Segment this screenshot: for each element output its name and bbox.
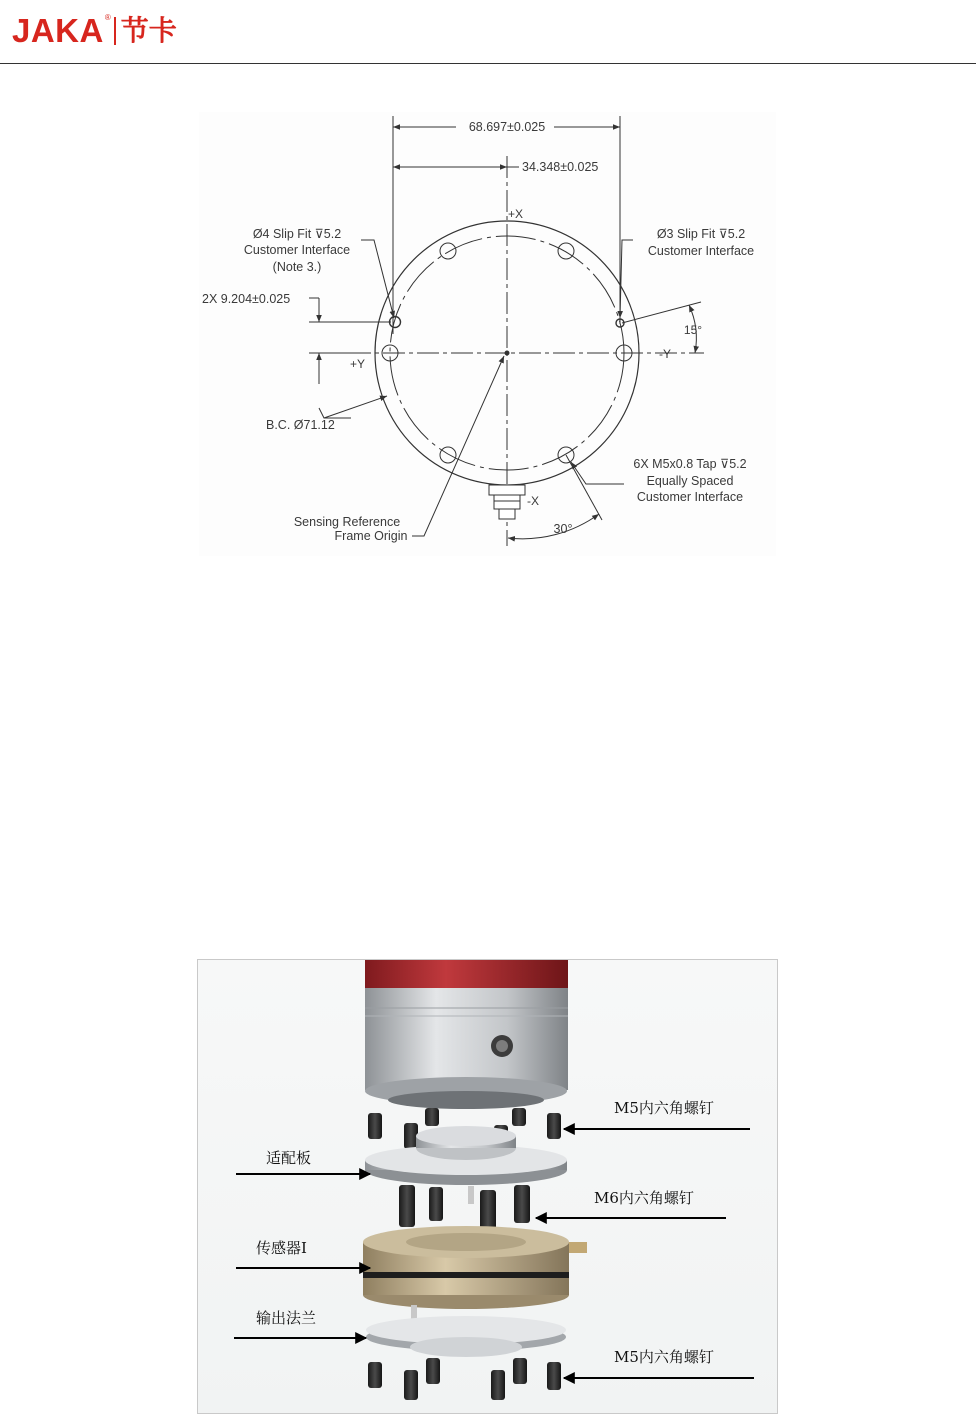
sensor-connector [569, 1242, 587, 1253]
assembly-svg [198, 960, 778, 1414]
axis-plus-y: +Y [350, 357, 366, 371]
page-header [0, 0, 976, 64]
assembly-exploded-view [197, 959, 778, 1414]
label-sensor: 传感器I [256, 1239, 307, 1257]
robot-joint [365, 960, 568, 1109]
axis-minus-y: -Y [659, 347, 671, 361]
origin-line1: Sensing Reference [293, 515, 401, 529]
label-m6: M6内六角螺钉 [594, 1189, 694, 1207]
header-rule [0, 63, 976, 64]
connector [489, 485, 525, 495]
left-hole-line1: Ø4 Slip Fit ⊽5.2 [252, 227, 342, 241]
left-hole-line2: Customer Interface [243, 243, 351, 257]
left-hole-line3: (Note 3.) [272, 260, 322, 274]
label-output-flange: 输出法兰 [256, 1309, 317, 1327]
label-m5-bottom: M5内六角螺钉 [614, 1348, 714, 1366]
origin-line2: Frame Origin [334, 529, 408, 543]
logo-chinese: 节卡 [120, 13, 177, 47]
angle-30: 30° [553, 522, 573, 536]
dim-overall: 68.697±0.025 [468, 120, 546, 134]
tap-hole [440, 447, 456, 463]
axis-minus-x: -X [527, 494, 539, 508]
tap-line1: 6X M5x0.8 Tap ⊽5.2 [633, 457, 747, 471]
axis-plus-x: +X [508, 207, 524, 221]
offset-dim: 2X 9.204±0.025 [202, 292, 291, 306]
output-flange [366, 1305, 566, 1357]
tap-hole [440, 243, 456, 259]
right-hole-line2: Customer Interface [647, 244, 755, 258]
adapter-plate [365, 1126, 567, 1185]
tap-hole [558, 243, 574, 259]
m5-bolts-bottom [368, 1358, 561, 1400]
logo-text: JAKA [12, 12, 104, 49]
right-hole-line1: Ø3 Slip Fit ⊽5.2 [656, 227, 746, 241]
angle-15: 15° [683, 323, 703, 337]
jaka-logo [12, 14, 177, 47]
force-sensor [363, 1226, 587, 1309]
dim-half: 34.348±0.025 [522, 160, 599, 174]
label-m5-top: M5内六角螺钉 [614, 1099, 714, 1117]
bolt-circle-label: B.C. Ø71.12 [266, 418, 335, 432]
drawing-svg [199, 112, 776, 556]
registered-mark: ® [104, 13, 111, 22]
label-adapter-plate: 适配板 [266, 1149, 312, 1167]
logo-divider [114, 17, 116, 45]
tap-line3: Customer Interface [636, 490, 744, 504]
sensor-dimension-drawing [199, 112, 776, 556]
tap-line2: Equally Spaced [646, 474, 734, 488]
